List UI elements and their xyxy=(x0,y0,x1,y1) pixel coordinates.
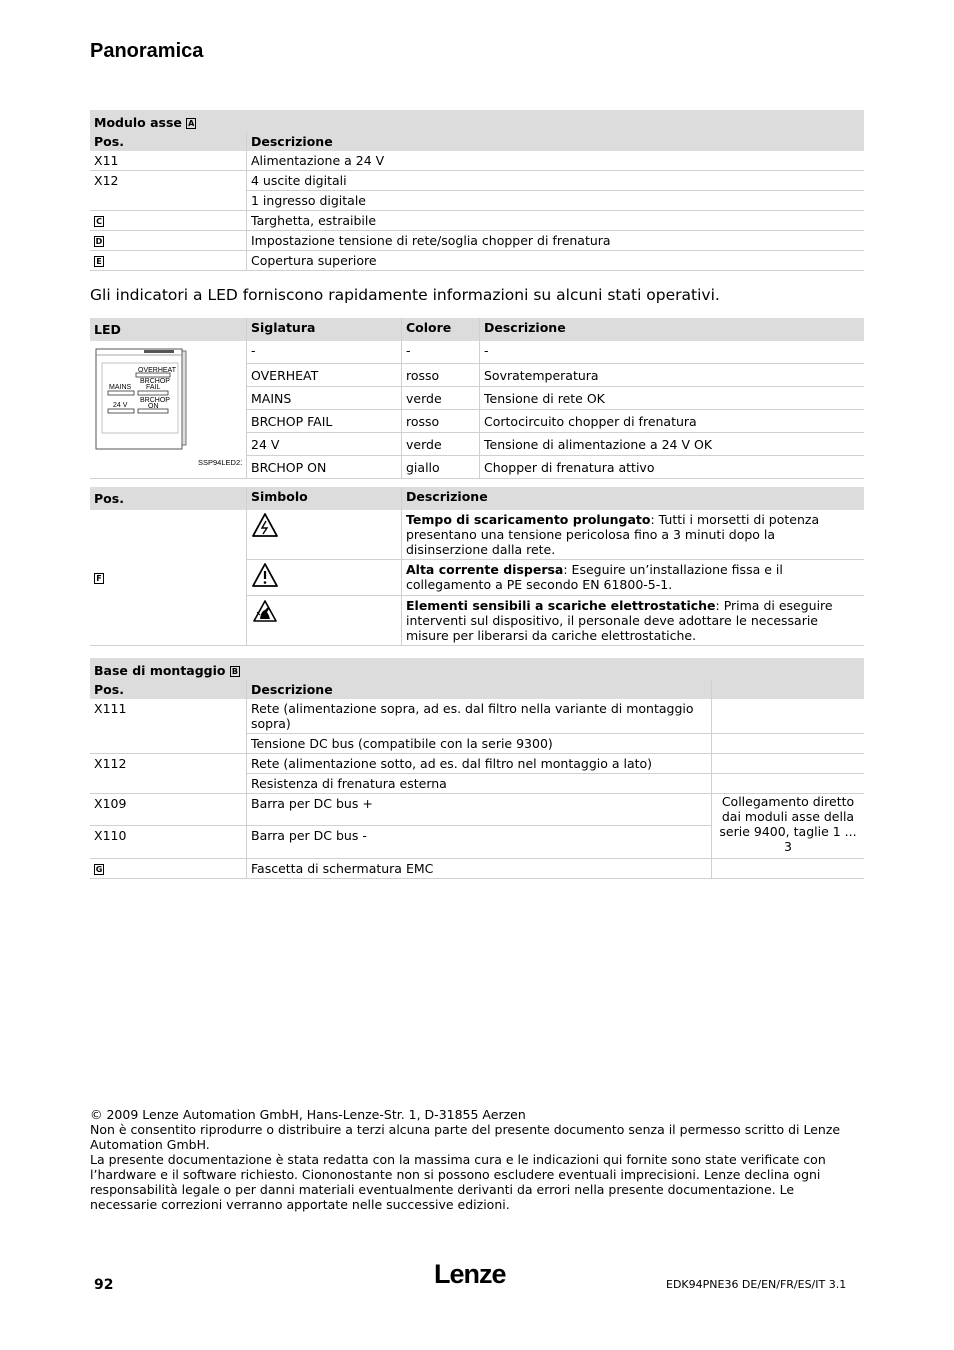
table-row-pos: X110 xyxy=(90,826,247,859)
led-image-cell xyxy=(90,341,247,478)
symbol-pos-cell xyxy=(90,510,247,646)
table-row-desc: 4 uscite digitali xyxy=(247,171,865,191)
disclaimer: La presente documentazione è stata redatta con la massima cura e le indicazioni qui fornite sono state verificate con l’hardware e il software richiesto. Ciononostante non si possono escludere eventuali imprecisioni. Lenze declina ogni responsabilità legale o per danni materiali eventualmente derivanti da errori nella presente documentazione. Le necessarie correzioni verranno apportate nelle successive edizioni. xyxy=(90,1152,826,1212)
led-sig: OVERHEAT xyxy=(247,363,402,386)
module-table xyxy=(90,110,864,271)
table-row-note xyxy=(712,699,865,734)
led-desc: - xyxy=(480,341,865,363)
symbol-desc-text: : Prima di eseguire interventi sul dispositivo, il personale deve adottare le necessarie misure per liberarsi da cariche elettrostatiche. xyxy=(406,598,833,643)
symbol-desc xyxy=(402,510,865,560)
base-table-title xyxy=(90,658,864,680)
led-sig: BRCHOP ON xyxy=(247,455,402,478)
col-note xyxy=(712,680,865,699)
symbol-desc-text: : Tutti i morsetti di potenza presentano una tensione pericolosa fino a 3 minuti dopo la disinserzione dalla rete. xyxy=(406,512,820,557)
table-row-desc: Barra per DC bus + xyxy=(247,794,712,826)
document-id: EDK94PNE36 DE/EN/FR/ES/IT 3.1 xyxy=(666,1278,847,1291)
led-desc: Sovratemperatura xyxy=(480,363,865,386)
symbol-desc xyxy=(402,560,865,596)
led-table xyxy=(90,318,864,479)
led-color: rosso xyxy=(402,409,480,432)
table-row-desc: Fascetta di schermatura EMC xyxy=(247,859,712,879)
led-sig: 24 V xyxy=(247,432,402,455)
led-sig: MAINS xyxy=(247,386,402,409)
col-pos: Pos. xyxy=(90,487,247,510)
led-desc: Tensione di alimentazione a 24 V OK xyxy=(480,432,865,455)
base-table xyxy=(90,658,864,879)
symbol-desc-bold: Alta corrente dispersa xyxy=(406,562,564,577)
table-row-pos: X12 xyxy=(90,171,247,191)
tag-d: D xyxy=(95,237,103,246)
table-row-desc: Tensione DC bus (compatibile con la serie 9300) xyxy=(247,734,712,754)
tag-g: G xyxy=(95,865,103,874)
base-title-text: Base di montaggio xyxy=(94,663,226,678)
table-row-pos: X11 xyxy=(90,151,247,171)
table-row-desc: 1 ingresso digitale xyxy=(247,191,865,211)
symbol-desc-text: : Eseguire un’installazione fissa e il collegamento a PE secondo EN 61800-5-1. xyxy=(406,562,783,592)
col-pos: Pos. xyxy=(90,132,247,151)
table-row-note xyxy=(712,734,865,754)
table-row-pos xyxy=(90,191,247,211)
col-sig: Siglatura xyxy=(247,318,402,341)
table-row-pos xyxy=(90,251,247,271)
high-voltage-warning-icon xyxy=(251,512,279,538)
general-warning-icon xyxy=(251,562,279,588)
led-image-caption: SSP94LED21 xyxy=(198,458,242,467)
symbol-desc xyxy=(402,596,865,646)
legal-notice xyxy=(90,1107,865,1212)
table-row-pos xyxy=(90,774,247,794)
esd-warning-icon xyxy=(251,598,279,624)
table-row-pos: X112 xyxy=(90,754,247,774)
table-row-note xyxy=(712,774,865,794)
table-row-desc: Barra per DC bus - xyxy=(247,826,712,859)
col-color: Colore xyxy=(402,318,480,341)
page-title: Panoramica xyxy=(90,40,204,62)
table-row-pos xyxy=(90,211,247,231)
symbol-desc-bold: Elementi sensibili a scariche elettrostatiche xyxy=(406,598,716,613)
led-label-brchop2: BRCHOP xyxy=(140,397,170,404)
lenze-logo: Lenze xyxy=(434,1259,506,1289)
tag-a: A xyxy=(188,119,195,128)
led-desc: Cortocircuito chopper di frenatura xyxy=(480,409,865,432)
led-label-brchop: BRCHOP xyxy=(140,378,170,385)
tag-e: E xyxy=(94,256,104,267)
dc-bus-note: Collegamento diretto dai moduli asse della serie 9400, taglie 1 ... 3 xyxy=(712,794,865,859)
led-desc: Chopper di frenatura attivo xyxy=(480,455,865,478)
symbol-cell xyxy=(247,560,402,596)
led-label-fail: FAIL xyxy=(146,384,161,391)
table-row-desc: Impostazione tensione di rete/soglia chopper di frenatura xyxy=(247,231,865,251)
symbol-table xyxy=(90,487,864,646)
col-sym: Simbolo xyxy=(247,487,402,510)
col-desc: Descrizione xyxy=(251,134,333,149)
led-color: giallo xyxy=(402,455,480,478)
table-row-pos: X111 xyxy=(90,699,247,734)
col-desc: Descrizione xyxy=(247,680,712,699)
led-label-24v: 24 V xyxy=(113,402,128,409)
col-desc: Descrizione xyxy=(406,489,488,504)
led-label-overheat: OVERHEAT xyxy=(138,367,176,374)
led-color: - xyxy=(402,341,480,363)
page-number: 92 xyxy=(94,1277,114,1293)
table-row-pos: X109 xyxy=(90,794,247,826)
tag-b: B xyxy=(231,667,238,676)
table-row-pos xyxy=(90,859,247,879)
module-table-title xyxy=(90,110,864,132)
tag-f: F xyxy=(94,573,104,584)
led-label-mains: MAINS xyxy=(109,384,132,391)
table-row-pos xyxy=(90,734,247,754)
table-row-desc: Resistenza di frenatura esterna xyxy=(247,774,712,794)
table-row-note xyxy=(712,859,865,879)
table-row-desc: Rete (alimentazione sotto, ad es. dal filtro nel montaggio a lato) xyxy=(247,754,712,774)
table-row-desc: Rete (alimentazione sopra, ad es. dal filtro nella variante di montaggio sopra) xyxy=(247,699,712,734)
table-row-desc: Copertura superiore xyxy=(247,251,865,271)
reproduction-notice: Non è consentito riprodurre o distribuire a terzi alcuna parte del presente documento senza il permesso scritto di Lenze Automation GmbH. xyxy=(90,1122,841,1152)
col-desc: Descrizione xyxy=(484,320,566,335)
module-title-text: Modulo asse xyxy=(94,115,182,130)
led-desc: Tensione di rete OK xyxy=(480,386,865,409)
led-color: rosso xyxy=(402,363,480,386)
copyright-line: © 2009 Lenze Automation GmbH, Hans-Lenze-Str. 1, D-31855 Aerzen xyxy=(90,1107,526,1122)
symbol-desc-bold: Tempo di scaricamento prolungato xyxy=(406,512,651,527)
col-pos: Pos. xyxy=(90,680,247,699)
symbol-cell xyxy=(247,510,402,560)
table-row-desc: Targhetta, estraibile xyxy=(247,211,865,231)
col-led: LED xyxy=(90,318,247,341)
tag-c: C xyxy=(94,216,104,227)
symbol-cell xyxy=(247,596,402,646)
table-row-note xyxy=(712,754,865,774)
led-sig: - xyxy=(247,341,402,363)
intro-text: Gli indicatori a LED forniscono rapidamente informazioni su alcuni stati operativi. xyxy=(90,286,720,304)
led-sig: BRCHOP FAIL xyxy=(247,409,402,432)
table-row-desc: Alimentazione a 24 V xyxy=(247,151,865,171)
led-color: verde xyxy=(402,386,480,409)
table-row-pos xyxy=(90,231,247,251)
led-label-on: ON xyxy=(148,403,159,410)
led-panel-image xyxy=(94,347,242,467)
led-color: verde xyxy=(402,432,480,455)
